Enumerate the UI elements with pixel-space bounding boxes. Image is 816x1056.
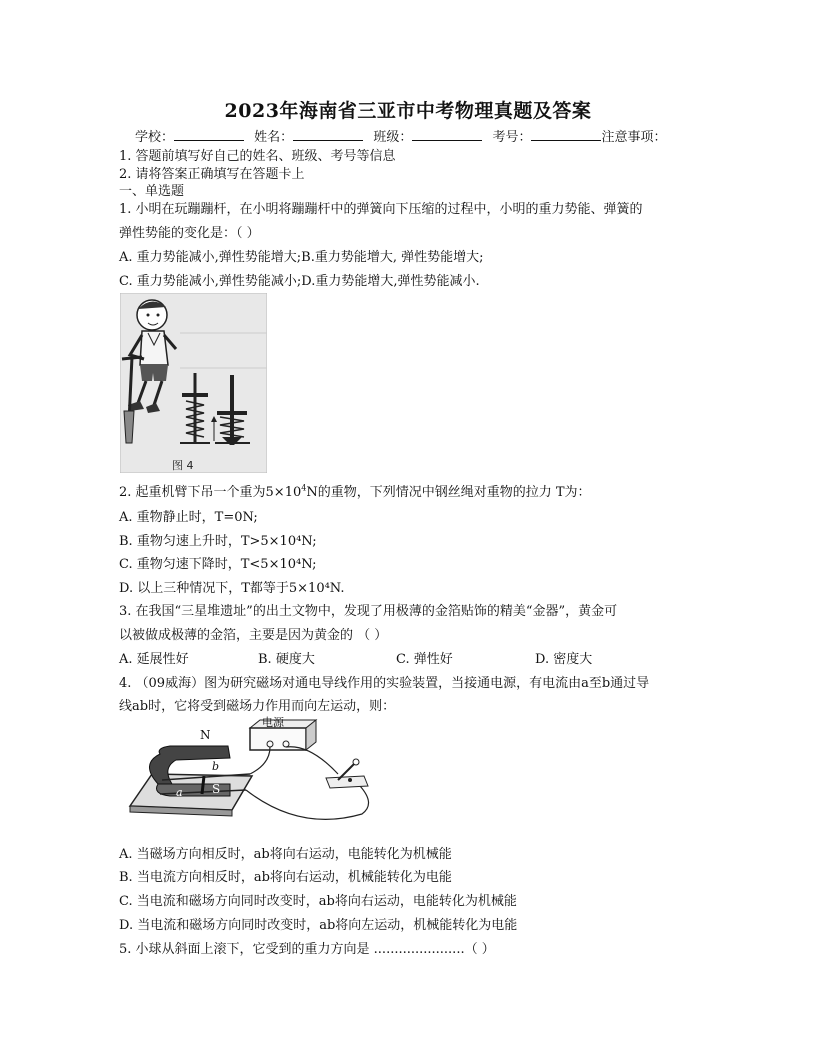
magnet-circuit-illustration [120,714,380,836]
q1-stem-line1: 1. 小明在玩蹦蹦杆，在小明将蹦蹦杆中的弹簧向下压缩的过程中，小明的重力势能、弹簧的 [119,202,643,217]
rod-end-b-label: b [212,760,220,773]
section-heading: 一、单选题 [119,184,185,199]
notice-label: 注意事项： [601,130,667,145]
q3-option-d: D. 密度大 [535,652,593,667]
q2-option-a: A. 重物静止时，T=0N; [119,510,258,525]
q2-stem-pre: 2. 起重机臂下吊一个重为5×10 [119,485,302,500]
class-label: 班级： [373,130,413,145]
q4-stem-line2: 线ab时，它将受到磁场力作用而向左运动，则： [119,699,396,714]
magnet-s-label: S [212,782,221,796]
name-label: 姓名： [254,130,294,145]
q2-option-d: D. 以上三种情况下，T都等于5×10⁴N. [119,581,345,596]
q3-option-b: B. 硬度大 [258,652,315,667]
q3-stem-line2: 以被做成极薄的金箔，主要是因为黄金的 （ ） [119,628,388,643]
q4-stem-line1: 4. （09威海）图为研究磁场对通电导线作用的实验装置，当接通电源，有电流由a至b通过导 [119,676,650,691]
exam-no-label: 考号： [492,130,532,145]
q2-stem-sup: 4 [301,483,307,493]
school-field[interactable] [174,128,244,141]
q1-options-ab: A. 重力势能减小,弹性势能增大;B.重力势能增大, 弹性势能增大; [119,250,484,265]
q1-stem-line2: 弹性势能的变化是：（ ） [119,226,260,241]
q2-option-b: B. 重物匀速上升时，T>5×10⁴N; [119,534,317,549]
instruction-2: 2. 请将答案正确填写在答题卡上 [119,167,305,182]
exam-no-field[interactable] [531,128,601,141]
rod-end-a-label: a [176,786,183,799]
name-field[interactable] [293,128,363,141]
q5-stem: 5. 小球从斜面上滚下，它受到的重力方向是 ......................（ ） [119,942,495,957]
q2-stem-post: N的重物，下列情况中钢丝绳对重物的拉力 T为： [306,485,591,500]
q1-options-cd: C. 重力势能减小,弹性势能减小;D.重力势能增大,弹性势能减小. [119,274,480,289]
power-supply-label: 电源 [262,716,284,729]
q3-options [119,648,699,667]
pogo-stick-illustration [120,293,267,473]
school-label: 学校： [135,130,175,145]
q1-figure-label: 图 4 [172,459,194,472]
q4-figure [120,714,380,836]
q4-option-a: A. 当磁场方向相反时，ab将向右运动，电能转化为机械能 [119,847,452,862]
q2-stem [119,481,591,500]
q2-option-c: C. 重物匀速下降时，T<5×10⁴N; [119,557,317,572]
class-field[interactable] [412,128,482,141]
q4-option-c: C. 当电流和磁场方向同时改变时，ab将向右运动，电能转化为机械能 [119,894,517,909]
q3-stem-line1: 3. 在我国“三星堆遗址”的出土文物中，发现了用极薄的金箔贴饰的精美“金器”，黄金可 [119,604,618,619]
page-title: 2023年海南省三亚市中考物理真题及答案 [224,100,592,122]
q3-option-a: A. 延展性好 [119,652,189,667]
student-info-line [135,126,667,145]
q4-option-b: B. 当电流方向相反时，ab将向右运动，机械能转化为电能 [119,870,452,885]
instruction-1: 1. 答题前填写好自己的姓名、班级、考号等信息 [119,149,396,164]
magnet-n-label: N [200,728,211,742]
q3-option-c: C. 弹性好 [396,652,453,667]
q1-figure [120,293,267,473]
q4-option-d: D. 当电流和磁场方向同时改变时，ab将向左运动，机械能转化为电能 [119,918,518,933]
